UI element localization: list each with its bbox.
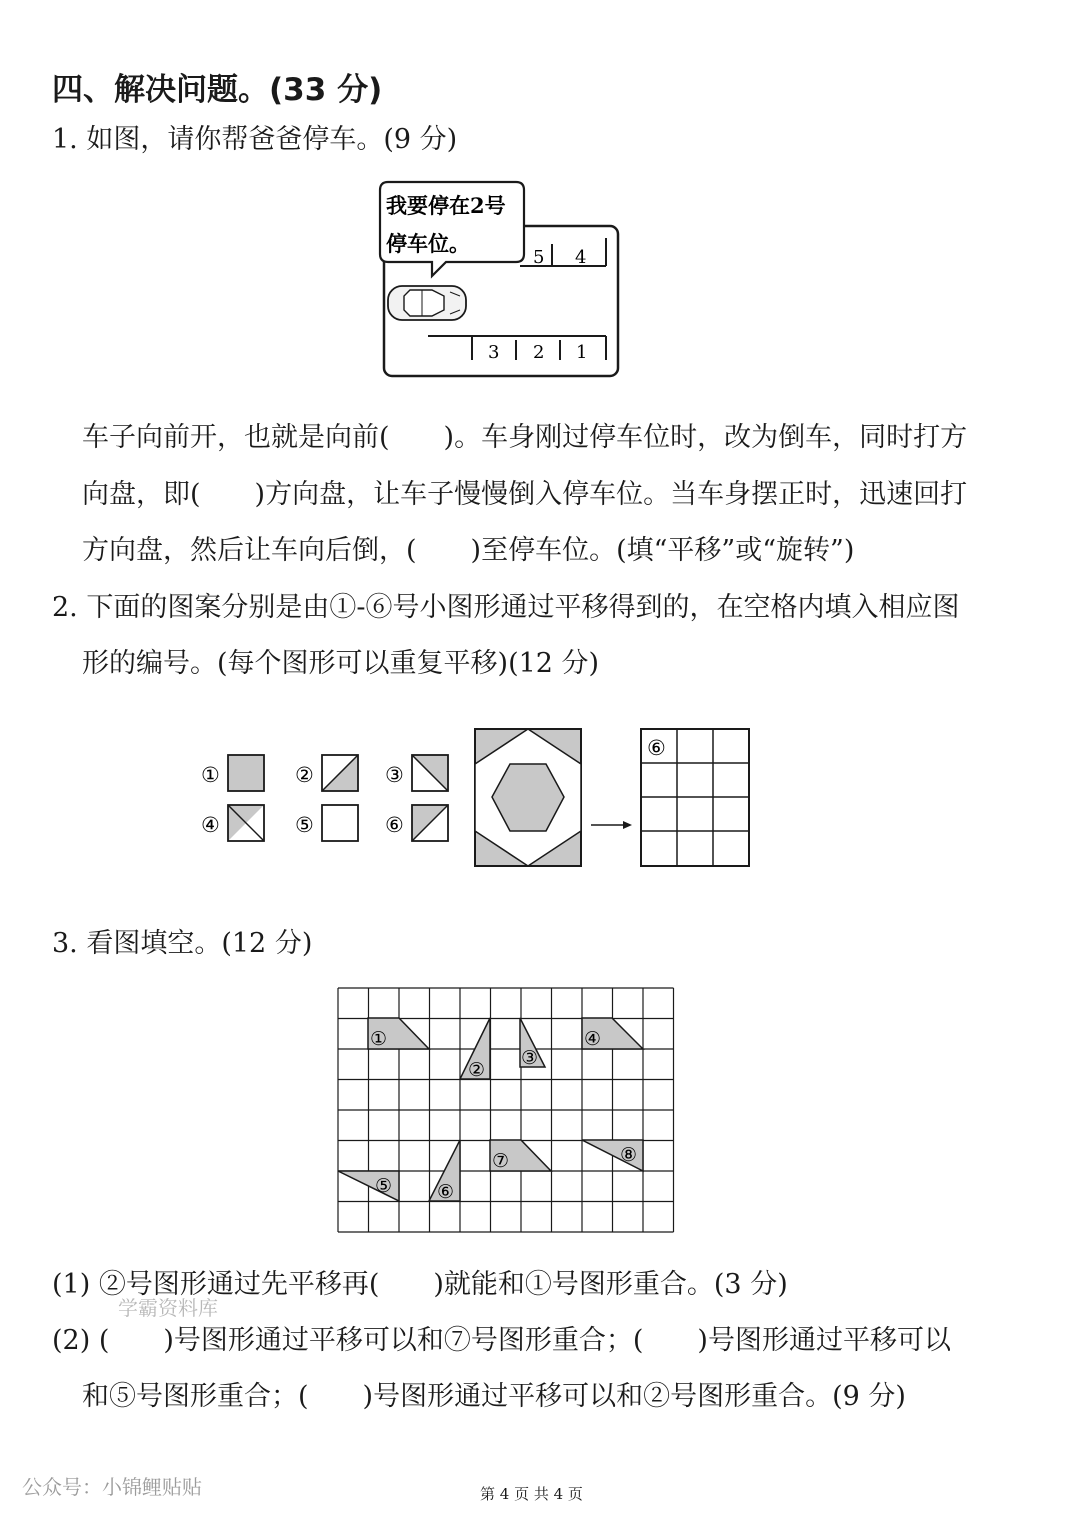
shape-4 — [582, 1018, 643, 1050]
svg-text:⑦: ⑦ — [492, 1150, 510, 1172]
footer-account: 公众号：小锦鲤贴贴 — [22, 1475, 202, 1499]
arrow-icon — [591, 821, 632, 829]
car-icon — [388, 286, 466, 320]
pattern-figure — [475, 729, 581, 866]
q3-title: 3. 看图填空。(12 分) — [52, 928, 313, 959]
spot-label-4: 4 — [575, 247, 587, 268]
spot-label-5: 5 — [533, 247, 545, 268]
spot-label-2: 2 — [533, 342, 545, 363]
tile-5 — [295, 805, 358, 841]
q1-text-line1: 车子向前开，也就是向前( )。车身刚过停车位时，改为倒车，同时打方 — [82, 422, 968, 453]
shape-3 — [520, 1018, 545, 1069]
q2-text-line1: 2. 下面的图案分别是由①-⑥号小图形通过平移得到的，在空格内填入相应图 — [52, 592, 960, 623]
q3-sub1: (1) ②号图形通过先平移再( )就能和①号图形重合。(3 分) — [52, 1269, 788, 1300]
svg-text:⑤: ⑤ — [295, 813, 314, 837]
answer-grid — [641, 729, 749, 866]
tile-6 — [385, 805, 448, 841]
tile-3 — [385, 755, 448, 791]
shape-1 — [368, 1018, 429, 1050]
section-title: 四、解决问题。(33 分) — [52, 72, 383, 108]
tile-2 — [295, 755, 358, 791]
spot-label-1: 1 — [576, 342, 588, 363]
bubble-text-line2: 停车位。 — [386, 231, 470, 256]
q3-sub2-line2: 和⑤号图形重合；( )号图形通过平移可以和②号图形重合。(9 分) — [82, 1381, 906, 1412]
svg-text:⑥: ⑥ — [385, 813, 404, 837]
tile-4 — [201, 805, 264, 841]
parking-figure — [370, 178, 630, 384]
bubble-text-line1: 我要停在2号 — [386, 193, 506, 218]
svg-text:⑧: ⑧ — [620, 1144, 638, 1166]
watermark: 学霸资料库 — [118, 1296, 218, 1320]
q3-grid-figure — [335, 985, 677, 1237]
q1-text-line3: 方向盘，然后让车向后倒，( )至停车位。(填“平移”或“旋转”) — [82, 535, 855, 566]
svg-text:③: ③ — [385, 763, 404, 787]
svg-text:②: ② — [295, 763, 314, 787]
spot-label-3: 3 — [488, 342, 500, 363]
svg-text:①: ① — [370, 1028, 388, 1050]
svg-text:①: ① — [201, 763, 220, 787]
q2-figure — [195, 720, 755, 872]
svg-text:③: ③ — [521, 1047, 539, 1069]
svg-text:④: ④ — [584, 1028, 602, 1050]
svg-text:⑤: ⑤ — [375, 1175, 393, 1197]
tile-1 — [201, 755, 264, 791]
shape-7 — [490, 1140, 551, 1172]
q2-text-line2: 形的编号。(每个图形可以重复平移)(12 分) — [82, 648, 600, 679]
q3-sub2-line1: (2) ( )号图形通过平移可以和⑦号图形重合；( )号图形通过平移可以 — [52, 1325, 951, 1356]
q1-text-line2: 向盘，即( )方向盘，让车子慢慢倒入停车位。当车身摆正时，迅速回打 — [82, 479, 968, 510]
page-number: 第 4 页 共 4 页 — [480, 1485, 583, 1503]
grid-cell-label: ⑥ — [647, 736, 666, 760]
svg-text:⑥: ⑥ — [437, 1181, 455, 1203]
svg-text:④: ④ — [201, 813, 220, 837]
q1-title: 1. 如图，请你帮爸爸停车。(9 分) — [52, 124, 458, 155]
svg-text:②: ② — [468, 1059, 486, 1081]
